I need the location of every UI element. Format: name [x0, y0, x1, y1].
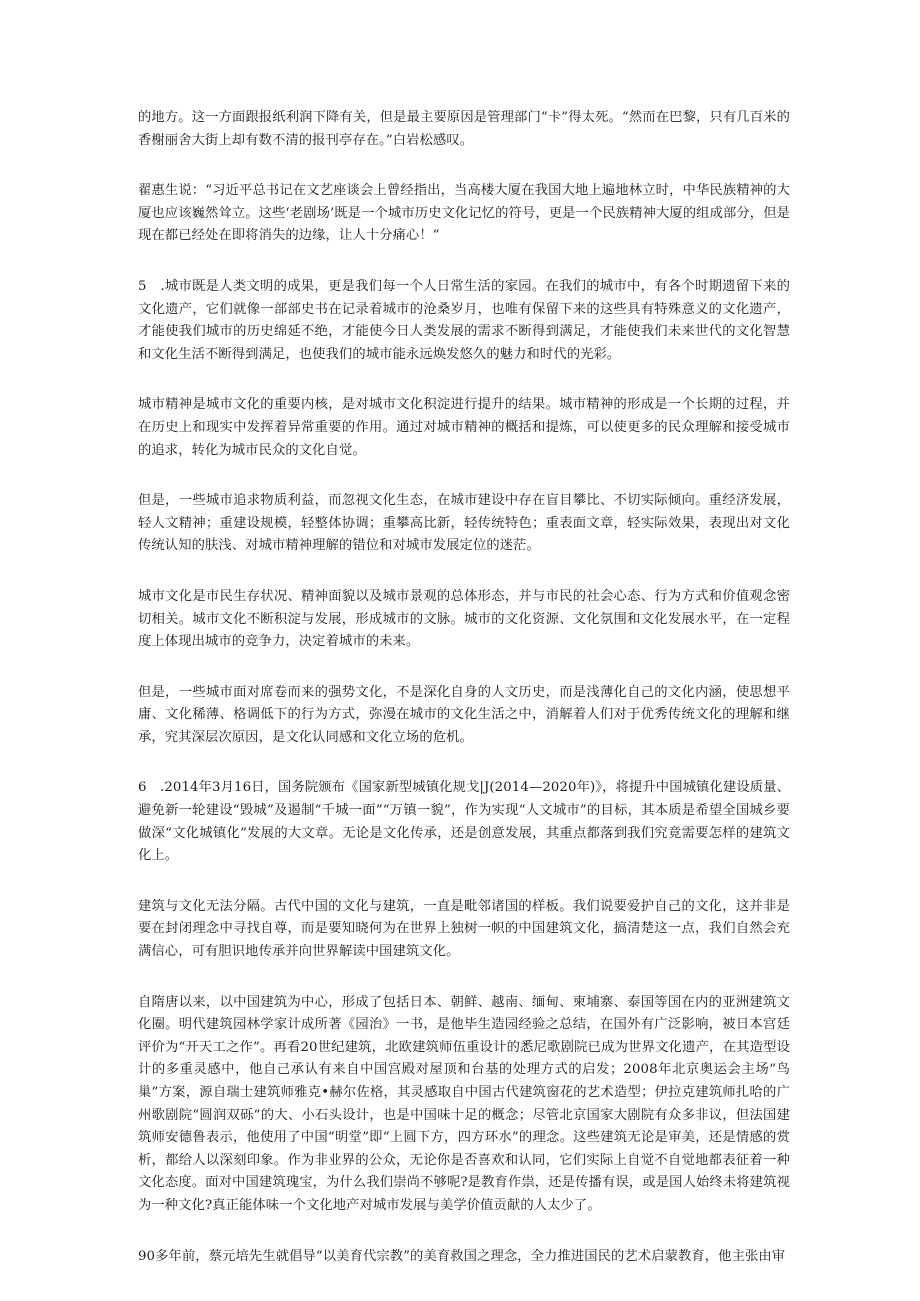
- paragraph-6: 城市文化是市民生存状况、精神面貌以及城市景观的总体形态，并与市民的社会心态、行为方式和价值观念密切相关。城市文化不断积淀与发展，形成城市的文脉。城市的文化资源、文化氛围和文化发展水平，在一定程度上体现出城市的竞争力，决定着城市的未来。: [138, 588, 790, 650]
- paragraph-4: 城市精神是城市文化的重要内核，是对城市文化积淀进行提升的结果。城市精神的形成是一个长期的过程，并在历史上和现实中发挥着异常重要的作用。通过对城市精神的概括和提炼，可以使更多的民众理解和接受城市的追求，转化为城市民众的文化自觉。: [138, 397, 790, 458]
- paragraph-5: 但是，一些城市追求物质利益，而忽视文化生态，在城市建设中存在盲目攀比、不切实际倾向。重经济发展，轻人文精神；重建设规模，轻整体协调；重攀高比新，轻传统特色；重表面文章，轻实际效果，表现出对文化传统认知的肤浅、对城市精神理解的错位和对城市发展定位的迷茫。: [138, 493, 790, 554]
- paragraph-1: 的地方。这一方面跟报纸利润下降有关，但是最主要原因是管理部门“卡”得太死。“然而在巴黎，只有几百米的香榭丽舍大街上却有数不清的报刊亭存在。”白岩松感叹。: [138, 110, 790, 148]
- paragraph-10: 自隋唐以来，以中国建筑为中心，形成了包括日本、朝鲜、越南、缅甸、柬埔寨、泰国等国在内的亚洲建筑文化圈。明代建筑园林学家计成所著《园治》一书，是他毕生造园经验之总结，在国外有广泛影响，被日本宫廷评价为“开天工之作”。再看20世纪建筑，北欧建筑师伍重设计的悉尼歌剧院已成为世界文化遗产，在其造型设计的多重灵感中，他自己承认有来自中国宫殿对屋顶和台基的处理方式的启发；2008年北京奥运会主场“鸟巢”方案，源自瑞士建筑师雅克•赫尔佐格，其灵感取自中国古代建筑窗花的艺术造型；伊拉克建筑师扎哈的广州歌剧院“圆润双砾”的大、小石头设计，也是中国味十足的概念；尽管北京国家大剧院有众多非议，但法国建筑师安德鲁表示，他使用了中国“明堂”即“上圆下方，四方环水”的理念。这些建筑无论是审美，还是情感的赏析，都给人以深刻印象。作为非业界的公众，无论你是否喜欢和认同，它们实际上自觉不自觉地都表征着一种文化态度。面对中国建筑瑰宝，为什么我们崇尚不够呢?是教育作祟，还是传播有误，或是国人始终未将建筑视为一种文化?真正能体味一个文化地产对城市发展与美学价值贡献的人太少了。: [138, 994, 790, 1213]
- paragraph-2: 翟惠生说：“习近平总书记在文艺座谈会上曾经指出，当高楼大厦在我国大地上遍地林立时，中华民族精神的大厦也应该巍然耸立。这些‘老剧场’既是一个城市历史文化记忆的符号，更是一个民族精神大厦的组成部分，但是现在都已经处在即将消失的边缘，让人十分痛心！”: [138, 183, 790, 244]
- paragraph-11: 90多年前，蔡元培先生就倡导“以美育代宗教”的美育救国之理念，全力推进国民的艺术启蒙教育，他主张由审: [138, 1248, 786, 1264]
- paragraph-9: 建筑与文化无法分隔。古代中国的文化与建筑，一直是毗邻诸国的样板。我们说要爱护自己的文化，这并非是要在封闭理念中寻找自尊，而是要知晓何为在世界上独树一帜的中国建筑文化，搞清楚这一点，我们自然会充满信心，可有胆识地传承并向世界解读中国建筑文化。: [138, 898, 790, 960]
- paragraph-8: 6 .2014年3月16日，国务院颁布《国家新型城镇化规戈|J(2014—2020年)》，将提升中国城镇化建设质量、避免新一轮建设“毁城”及遏制“千城一面”“万镇一貌”，作为实现“人文城市”的目标，其本质是希望全国城乡要做深“文化城镇化”发展的大文章。无论是文化传承，还是创意发展，其重点都落到我们究竟需要怎样的建筑文化上。: [138, 780, 790, 864]
- paragraph-3: 5 .城市既是人类文明的成果，更是我们每一个人日常生活的家园。在我们的城市中，有各个时期遗留下来的文化遗产，它们就像一部部史书在记录着城市的沧桑岁月，也唯有保留下来的这些具有特殊意义的文化遗产，才能使我们城市的历史绵延不绝，才能使今日人类发展的需求不断得到满足，才能使我们未来世代的文化智慧和文化生活不断得到满足，也使我们的城市能永远焕发悠久的魅力和时代的光彩。: [138, 278, 790, 362]
- paragraph-7: 但是，一些城市面对席卷而来的强势文化，不是深化自身的人文历史，而是浅薄化自己的文化内涵，使思想平庸、文化稀薄、格调低下的行为方式，弥漫在城市的文化生活之中，消解着人们对于优秀传统文化的理解和继承，究其深层次原因，是文化认同感和文化立场的危机。: [138, 684, 790, 745]
